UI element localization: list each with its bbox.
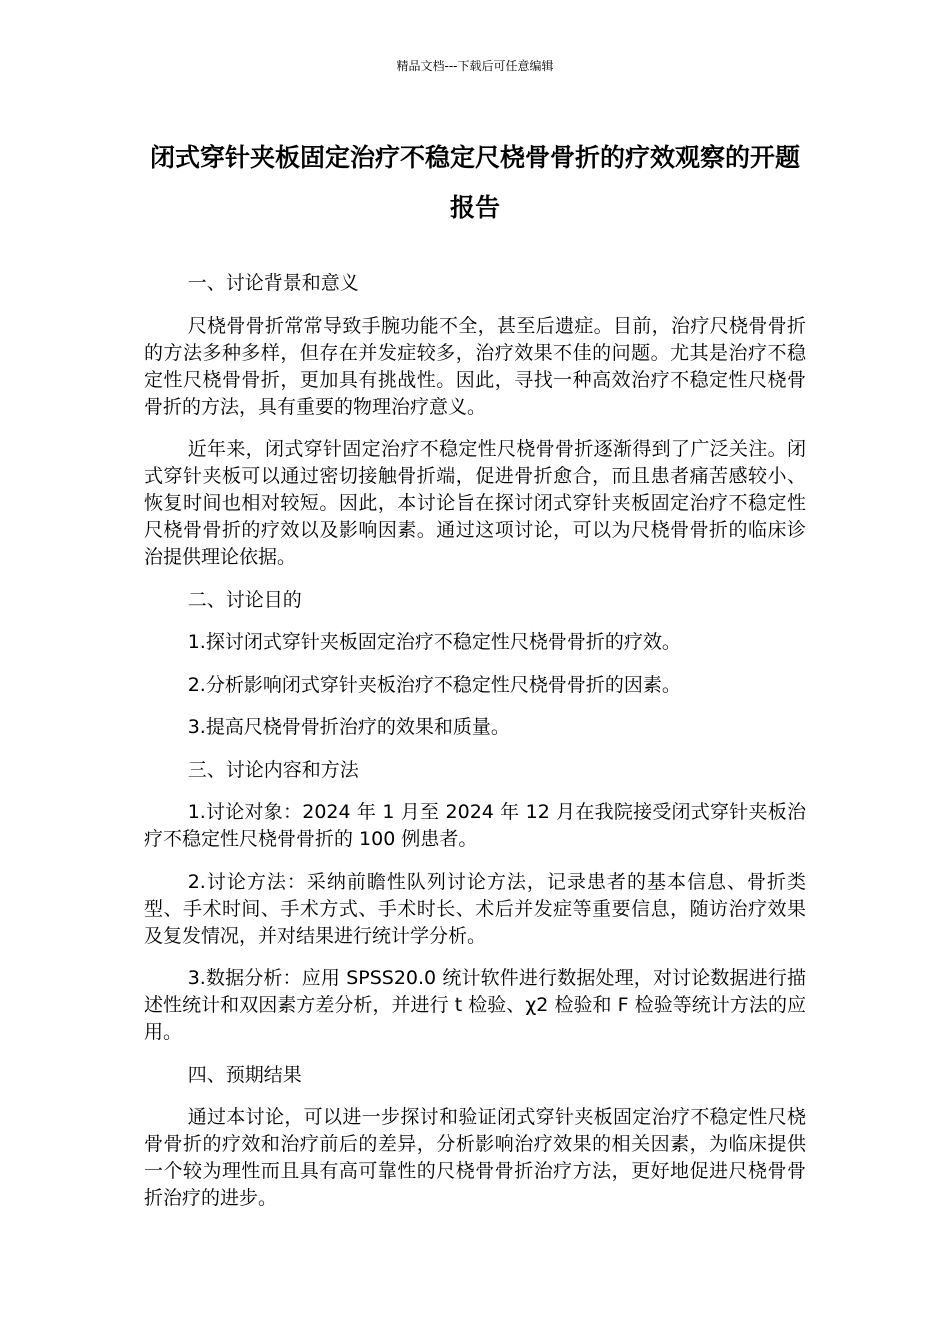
list-item: 3.数据分析：应用 SPSS20.0 统计软件进行数据处理，对讨论数据进行描述性统计和双因素方差分析，并进行 t 检验、χ2 检验和 F 检验等统计方法的应用。 xyxy=(144,967,806,1043)
list-item: 2.讨论方法：采纳前瞻性队列讨论方法，记录患者的基本信息、骨折类型、手术时间、手术方式、手术时长、术后并发症等重要信息，随访治疗效果及复发情况，并对结果进行统计学分析。 xyxy=(144,870,806,947)
list-item: 1.探讨闭式穿针夹板固定治疗不稳定性尺桡骨骨折的疗效。 xyxy=(187,631,681,653)
document-body xyxy=(144,270,806,1228)
list-item: 1.讨论对象：2024 年 1 月至 2024 年 12 月在我院接受闭式穿针夹板治疗不稳定性尺桡骨骨折的 100 例患者。 xyxy=(144,801,806,850)
section-heading-methods: 三、讨论内容和方法 xyxy=(187,758,359,781)
section-heading-expected: 四、预期结果 xyxy=(187,1063,302,1086)
document-title: 闭式穿针夹板固定治疗不稳定尺桡骨骨折的疗效观察的开题报告 xyxy=(149,143,800,222)
list-item: 2.分析影响闭式穿针夹板治疗不稳定性尺桡骨骨折的因素。 xyxy=(187,673,681,696)
list-item: 3.提高尺桡骨骨折治疗的效果和质量。 xyxy=(187,716,510,738)
paragraph: 通过本讨论，可以进一步探讨和验证闭式穿针夹板固定治疗不稳定性尺桡骨骨折的疗效和治疗前后的差异，分析影响治疗效果的相关因素，为临床提供一个较为理性而且具有高可靠性的尺桡骨骨折治疗方法，更好地促进尺桡骨骨折治疗的进步。 xyxy=(144,1106,806,1209)
paragraph: 近年来，闭式穿针固定治疗不稳定性尺桡骨骨折逐渐得到了广泛关注。闭式穿针夹板可以通过密切接触骨折端，促进骨折愈合，而且患者痛苦感较小、恢复时间也相对较短。因此，本讨论旨在探讨闭式穿针夹板固定治疗不稳定性尺桡骨骨折的疗效以及影响因素。通过这项讨论，可以为尺桡骨骨折的临床诊治提供理论依据。 xyxy=(144,438,806,568)
section-heading-background: 一、讨论背景和意义 xyxy=(187,272,359,294)
page-header: 精品文档---下载后可任意编辑 xyxy=(396,59,554,73)
paragraph: 尺桡骨骨折常常导致手腕功能不全，甚至后遗症。目前，治疗尺桡骨骨折的方法多种多样，但存在并发症较多，治疗效果不佳的问题。尤其是治疗不稳定性尺桡骨骨折，更加具有挑战性。因此，寻找一种高效治疗不稳定性尺桡骨骨折的方法，具有重要的物理治疗意义。 xyxy=(144,314,806,418)
section-heading-objectives: 二、讨论目的 xyxy=(187,588,302,611)
